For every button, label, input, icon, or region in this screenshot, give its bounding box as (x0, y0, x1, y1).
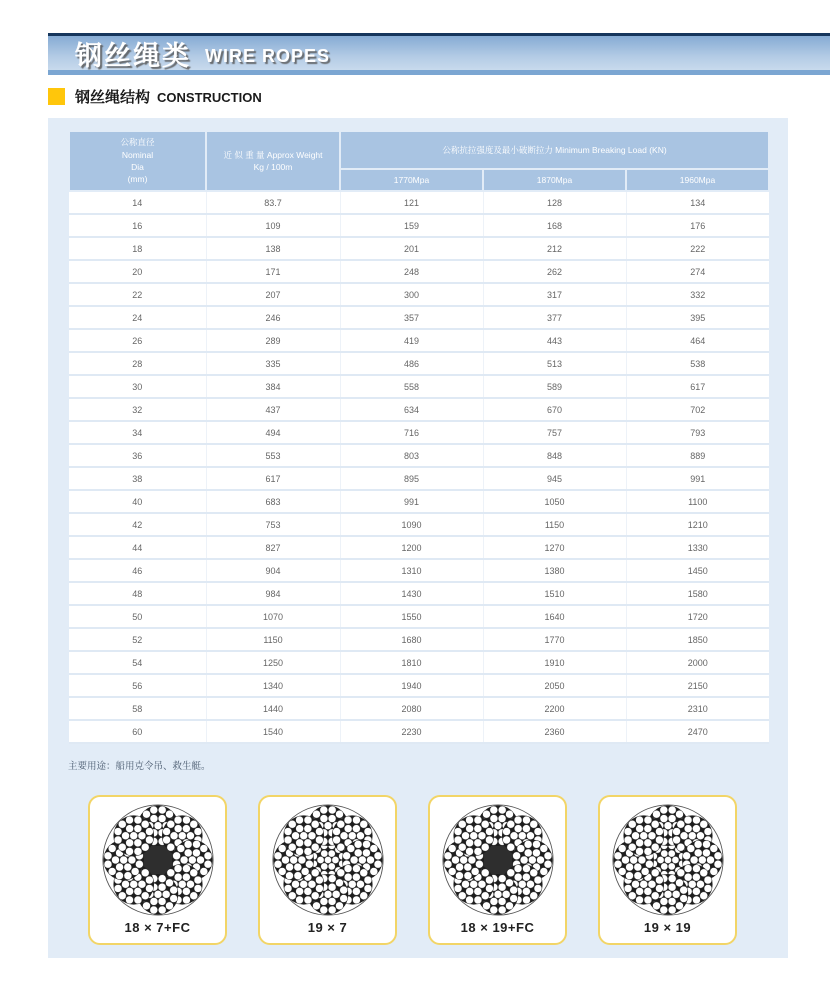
table-cell: 1270 (483, 536, 626, 559)
table-cell: 513 (483, 352, 626, 375)
table-cell: 1380 (483, 559, 626, 582)
table-cell: 60 (69, 720, 206, 743)
table-cell: 1680 (340, 628, 483, 651)
table-cell: 212 (483, 237, 626, 260)
table-cell: 1550 (340, 605, 483, 628)
section-title-zh: 钢丝绳结构 (75, 89, 151, 106)
table-cell: 50 (69, 605, 206, 628)
table-cell: 2080 (340, 697, 483, 720)
table-row (69, 582, 769, 605)
table-row (69, 605, 769, 628)
rope-card-label: 18 × 7+FC (124, 920, 191, 935)
header-grade-1770: 1770Mpa (340, 169, 483, 191)
table-cell: 1540 (206, 720, 340, 743)
table-cell: 248 (340, 260, 483, 283)
table-cell: 2000 (626, 651, 769, 674)
rope-diagram-cards (88, 795, 788, 945)
rope-cross-section-icon (270, 802, 386, 918)
table-cell: 589 (483, 375, 626, 398)
table-cell: 168 (483, 214, 626, 237)
table-cell: 395 (626, 306, 769, 329)
header-dia-line: Dia (131, 162, 144, 172)
table-cell: 1910 (483, 651, 626, 674)
table-cell: 377 (483, 306, 626, 329)
table-cell: 827 (206, 536, 340, 559)
section-title-en: CONSTRUCTION (157, 90, 262, 105)
header-breaking-load: 公称抗拉强度及最小破断拉力 Minimum Breaking Load (KN) (340, 131, 769, 169)
table-cell: 46 (69, 559, 206, 582)
header-approx-weight (206, 131, 340, 191)
table-cell: 30 (69, 375, 206, 398)
table-cell: 1330 (626, 536, 769, 559)
table-cell: 793 (626, 421, 769, 444)
table-cell: 419 (340, 329, 483, 352)
header-dia-line: Nominal (121, 149, 154, 160)
usage-note: 主要用途：船用克令吊、救生艇。 (68, 761, 211, 772)
table-cell: 34 (69, 421, 206, 444)
table-cell: 20 (69, 260, 206, 283)
table-cell: 991 (340, 490, 483, 513)
table-cell: 36 (69, 444, 206, 467)
table-cell: 991 (626, 467, 769, 490)
rope-card-19x7 (258, 795, 397, 945)
table-cell: 207 (206, 283, 340, 306)
table-row (69, 467, 769, 490)
rope-card-label: 18 × 19+FC (460, 920, 535, 935)
table-cell: 317 (483, 283, 626, 306)
table-cell: 54 (69, 651, 206, 674)
table-cell: 26 (69, 329, 206, 352)
table-row (69, 651, 769, 674)
table-body (69, 191, 769, 743)
table-row (69, 444, 769, 467)
table-cell: 494 (206, 421, 340, 444)
table-row (69, 214, 769, 237)
table-cell: 222 (626, 237, 769, 260)
table-cell: 384 (206, 375, 340, 398)
table-cell: 109 (206, 214, 340, 237)
table-cell: 171 (206, 260, 340, 283)
table-cell: 1150 (206, 628, 340, 651)
table-row (69, 375, 769, 398)
table-cell: 246 (206, 306, 340, 329)
page-title-en: WIRE ROPES (205, 45, 331, 66)
table-cell: 683 (206, 490, 340, 513)
header-nominal-dia (69, 131, 206, 191)
table-cell: 1770 (483, 628, 626, 651)
table-cell: 121 (340, 191, 483, 214)
table-cell: 22 (69, 283, 206, 306)
table-cell: 289 (206, 329, 340, 352)
rope-cross-section-icon (100, 802, 216, 918)
table-cell: 1090 (340, 513, 483, 536)
table-cell: 1200 (340, 536, 483, 559)
rope-cross-section-icon (440, 802, 556, 918)
table-cell: 40 (69, 490, 206, 513)
table-cell: 48 (69, 582, 206, 605)
table-cell: 553 (206, 444, 340, 467)
table-cell: 38 (69, 467, 206, 490)
table-row (69, 352, 769, 375)
table-row (69, 191, 769, 214)
table-cell: 1580 (626, 582, 769, 605)
table-cell: 24 (69, 306, 206, 329)
table-cell: 984 (206, 582, 340, 605)
table-cell: 1720 (626, 605, 769, 628)
table-cell: 2470 (626, 720, 769, 743)
table-cell: 558 (340, 375, 483, 398)
table-cell: 56 (69, 674, 206, 697)
table-cell: 1640 (483, 605, 626, 628)
table-cell: 52 (69, 628, 206, 651)
table-cell: 138 (206, 237, 340, 260)
table-cell: 1150 (483, 513, 626, 536)
table-cell: 335 (206, 352, 340, 375)
spec-table-header (69, 131, 769, 191)
table-cell: 1430 (340, 582, 483, 605)
table-cell: 437 (206, 398, 340, 421)
table-cell: 83.7 (206, 191, 340, 214)
table-cell: 617 (626, 375, 769, 398)
rope-card-18x19-fc (428, 795, 567, 945)
table-cell: 14 (69, 191, 206, 214)
table-cell: 904 (206, 559, 340, 582)
rope-card-18x7-fc (88, 795, 227, 945)
table-cell: 176 (626, 214, 769, 237)
table-cell: 16 (69, 214, 206, 237)
header-weight-line: 近 似 重 量 Approx Weight (223, 149, 323, 160)
table-cell: 716 (340, 421, 483, 444)
table-row (69, 628, 769, 651)
table-cell: 2150 (626, 674, 769, 697)
header-grade-1870: 1870Mpa (483, 169, 626, 191)
table-cell: 357 (340, 306, 483, 329)
table-cell: 2230 (340, 720, 483, 743)
page-title-zh: 钢丝绳类 (75, 40, 191, 71)
table-row (69, 260, 769, 283)
table-cell: 1070 (206, 605, 340, 628)
table-cell: 201 (340, 237, 483, 260)
table-row (69, 513, 769, 536)
table-cell: 1250 (206, 651, 340, 674)
table-cell: 2200 (483, 697, 626, 720)
table-cell: 128 (483, 191, 626, 214)
table-cell: 1210 (626, 513, 769, 536)
table-row (69, 536, 769, 559)
table-cell: 44 (69, 536, 206, 559)
table-cell: 274 (626, 260, 769, 283)
table-cell: 464 (626, 329, 769, 352)
table-cell: 486 (340, 352, 483, 375)
table-cell: 1510 (483, 582, 626, 605)
table-row (69, 674, 769, 697)
header-dia-line: 公称直径 (120, 137, 155, 148)
table-cell: 159 (340, 214, 483, 237)
table-cell: 753 (206, 513, 340, 536)
table-cell: 2050 (483, 674, 626, 697)
section-heading (48, 86, 262, 107)
table-cell: 803 (340, 444, 483, 467)
table-cell: 1340 (206, 674, 340, 697)
table-cell: 28 (69, 352, 206, 375)
page-title-bar (48, 33, 830, 75)
table-cell: 32 (69, 398, 206, 421)
rope-card-19x19 (598, 795, 737, 945)
table-cell: 1940 (340, 674, 483, 697)
table-cell: 42 (69, 513, 206, 536)
header-dia-line: (mm) (127, 174, 148, 185)
table-cell: 1050 (483, 490, 626, 513)
table-row (69, 697, 769, 720)
table-cell: 889 (626, 444, 769, 467)
table-cell: 848 (483, 444, 626, 467)
table-cell: 262 (483, 260, 626, 283)
table-cell: 670 (483, 398, 626, 421)
table-cell: 617 (206, 467, 340, 490)
table-cell: 443 (483, 329, 626, 352)
table-cell: 702 (626, 398, 769, 421)
table-cell: 58 (69, 697, 206, 720)
table-cell: 300 (340, 283, 483, 306)
table-cell: 1850 (626, 628, 769, 651)
rope-card-label: 19 × 19 (643, 920, 692, 935)
table-cell: 1440 (206, 697, 340, 720)
table-row (69, 720, 769, 743)
header-grade-1960: 1960Mpa (626, 169, 769, 191)
table-cell: 134 (626, 191, 769, 214)
table-row (69, 421, 769, 444)
table-row (69, 329, 769, 352)
rope-card-label: 19 × 7 (307, 920, 348, 935)
content-panel (48, 118, 788, 958)
table-row (69, 283, 769, 306)
table-cell: 2310 (626, 697, 769, 720)
table-cell: 757 (483, 421, 626, 444)
rope-cross-section-icon (610, 802, 726, 918)
table-row (69, 490, 769, 513)
yellow-square-bullet-icon (48, 88, 65, 105)
table-cell: 945 (483, 467, 626, 490)
table-row (69, 559, 769, 582)
table-cell: 1310 (340, 559, 483, 582)
table-row (69, 237, 769, 260)
header-weight-line: Kg / 100m (253, 162, 293, 172)
table-cell: 634 (340, 398, 483, 421)
table-cell: 1100 (626, 490, 769, 513)
table-cell: 2360 (483, 720, 626, 743)
table-row (69, 398, 769, 421)
table-cell: 538 (626, 352, 769, 375)
table-cell: 895 (340, 467, 483, 490)
table-row (69, 306, 769, 329)
table-cell: 1450 (626, 559, 769, 582)
spec-table (68, 130, 770, 744)
table-cell: 1810 (340, 651, 483, 674)
table-cell: 18 (69, 237, 206, 260)
table-cell: 332 (626, 283, 769, 306)
